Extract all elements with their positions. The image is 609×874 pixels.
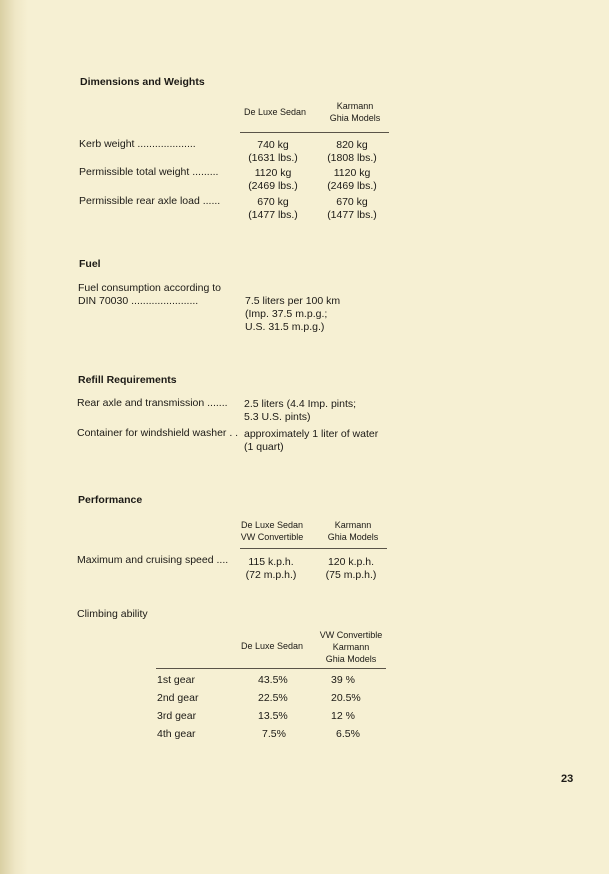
performance-col1-header-line1: De Luxe Sedan [240, 520, 304, 530]
page-number: 23 [561, 773, 574, 785]
rear-axle-load-ghia-kg: 670 kg [336, 196, 368, 208]
rear-axle-transmission-value-line1: 2.5 liters (4.4 Imp. pints; [244, 398, 357, 410]
max-speed-ghia-kph: 120 k.p.h. [327, 556, 375, 568]
max-speed-sedan-kph: 115 k.p.h. [248, 556, 294, 568]
performance-col2-header-line1: Karmann [334, 520, 372, 530]
rear-axle-load-sedan-kg: 670 kg [257, 196, 289, 208]
fuel-heading: Fuel [79, 258, 101, 270]
total-weight-ghia-lbs: (2469 lbs.) [327, 180, 377, 192]
climbing-col1-header: De Luxe Sedan [240, 641, 304, 651]
gear-3-label: 3rd gear [157, 710, 197, 722]
dimensions-col2-header-line1: Karmann [336, 101, 374, 111]
refill-heading: Refill Requirements [78, 374, 177, 386]
performance-header-rule [240, 548, 387, 549]
fuel-consumption-value-line3: U.S. 31.5 m.p.g.) [245, 321, 325, 333]
rear-axle-load-ghia-lbs: (1477 lbs.) [327, 209, 377, 221]
dimensions-col2-header-line2: Ghia Models [329, 113, 381, 123]
windshield-washer-value-line1: approximately 1 liter of water [244, 428, 379, 440]
gear-1-sedan-value: 43.5% [258, 674, 288, 686]
dimensions-heading: Dimensions and Weights [80, 76, 205, 88]
climbing-col2-header-line1: VW Convertible [319, 630, 383, 640]
fuel-consumption-label-line2: DIN 70030 ....................... [78, 295, 199, 307]
gear-3-sedan-value: 13.5% [258, 710, 288, 722]
kerb-weight-label: Kerb weight .................... [79, 138, 196, 150]
fuel-consumption-value-line1: 7.5 liters per 100 km [245, 295, 341, 307]
rear-axle-transmission-label: Rear axle and transmission ....... [77, 397, 228, 409]
kerb-weight-sedan-kg: 740 kg [257, 139, 289, 151]
gear-4-sedan-value: 7.5% [262, 728, 286, 740]
performance-col2-header-line2: Ghia Models [327, 532, 379, 542]
max-speed-ghia-mph: (75 m.p.h.) [325, 569, 377, 581]
gear-4-ghia-value: 6.5% [336, 728, 360, 740]
page-binding-shadow [0, 0, 28, 874]
total-weight-sedan-kg: 1120 kg [254, 167, 292, 179]
gear-2-sedan-value: 22.5% [258, 692, 288, 704]
climbing-ability-label: Climbing ability [77, 608, 148, 620]
max-speed-sedan-mph: (72 m.p.h.) [245, 569, 297, 581]
gear-3-ghia-value: 12 % [331, 710, 355, 722]
kerb-weight-ghia-kg: 820 kg [336, 139, 368, 151]
total-weight-sedan-lbs: (2469 lbs.) [248, 180, 298, 192]
dimensions-col1-header: De Luxe Sedan [243, 107, 307, 117]
climbing-col2-header-line3: Ghia Models [325, 654, 377, 664]
windshield-washer-value-line2: (1 quart) [244, 441, 284, 453]
performance-col1-header-line2: VW Convertible [240, 532, 304, 542]
dimensions-header-rule [240, 132, 389, 133]
max-speed-label: Maximum and cruising speed .... [77, 554, 229, 566]
fuel-consumption-label-line1: Fuel consumption according to [78, 282, 221, 294]
fuel-consumption-value-line2: (Imp. 37.5 m.p.g.; [245, 308, 328, 320]
total-weight-ghia-kg: 1120 kg [333, 167, 371, 179]
climbing-header-rule [156, 668, 386, 669]
gear-1-ghia-value: 39 % [331, 674, 355, 686]
rear-axle-load-label: Permissible rear axle load ...... [79, 195, 221, 207]
gear-4-label: 4th gear [157, 728, 196, 740]
rear-axle-transmission-value-line2: 5.3 U.S. pints) [244, 411, 311, 423]
gear-2-ghia-value: 20.5% [331, 692, 361, 704]
total-weight-label: Permissible total weight ......... [79, 166, 219, 178]
climbing-col2-header-line2: Karmann [332, 642, 370, 652]
gear-1-label: 1st gear [157, 674, 195, 686]
kerb-weight-sedan-lbs: (1631 lbs.) [248, 152, 298, 164]
windshield-washer-label: Container for windshield washer . . [77, 427, 239, 439]
rear-axle-load-sedan-lbs: (1477 lbs.) [248, 209, 298, 221]
gear-2-label: 2nd gear [157, 692, 199, 704]
kerb-weight-ghia-lbs: (1808 lbs.) [327, 152, 377, 164]
performance-heading: Performance [78, 494, 143, 506]
